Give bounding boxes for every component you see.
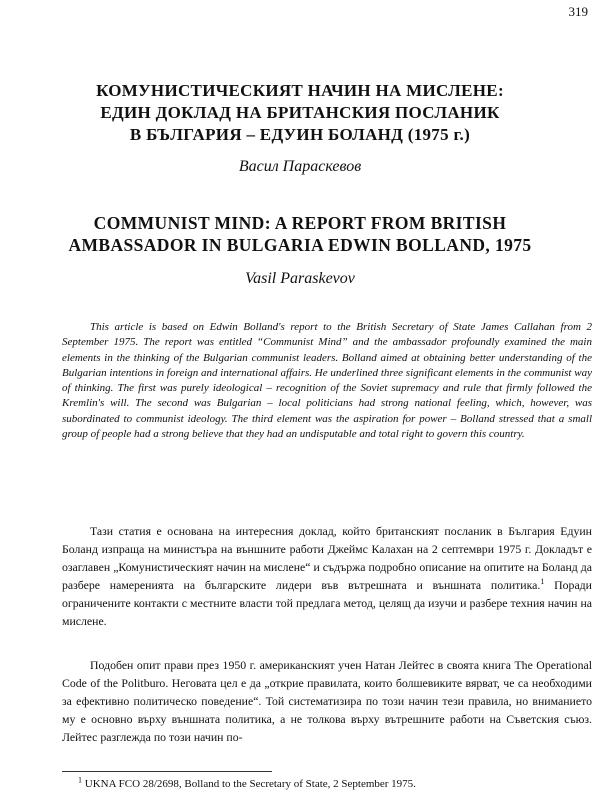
title-bg-line: ЕДИН ДОКЛАД НА БРИТАНСКИЯ ПОСЛАНИК [100,103,500,122]
body-paragraph-2: Подобен опит прави през 1950 г. американският учен Натан Лейтес в своята книга The Operational Code of the Politburo. Неговата цел е да „открие правилата, които болшевиките вярват, че са необходими за ефективно политическо поведение“. Той систематизира по този начин тези правила, но вниманието му е основно върху външната политика, а не толкова върху вътрешните работи на Съветския съюз. Лейтес разглежда по този начин по- [62,658,592,744]
paragraph-1-text-a: Тази статия е основана на интересния доклад, който британският посланик в България Едуин Боланд изпраща на министъра на външните работи Джеймс Калахан на 2 септември 1975 г. Докладът е озаглавен „Комунистическият начин на мислене“ и съдържа подробно описание на опитите на Боланд да разбере намеренията на българските лидери във вътрешната и външната политика. [62,524,592,592]
title-bg-line: В БЪЛГАРИЯ – ЕДУИН БОЛАНД (1975 г.) [129,125,471,144]
author-english: Vasil Paraskevov [245,270,355,287]
abstract: This article is based on Edwin Bolland's report to the British Secretary of State James Callahan from 2 September 1975. The report was entitled “Communist Mind” and the ambassador profoundly examined the main elements in the thinking of the Bulgarian communist leaders. Bolland aimed at obtaining better understanding of the Bulgarian intentions in foreign and international affairs. He underlined three significant elements in the communist way of thinking. The first was purely ideological – recognition of the Soviet supremacy and rule that firmly followed the Kremlin's will. The second was Bulgarian – local politicians had strong national feeling, which, however, was subordinated to communist ideology. The third element was the aspiration for power – Bolland stressed that a small group of people had a strong believe that they had an undisputable and total right to govern this country. [62,321,592,441]
footnote-text: UKNA FCO 28/2698, Bolland to the Secretary of State, 2 September 1975. [84,778,416,790]
title-bg-line: КОМУНИСТИЧЕСКИЯТ НАЧИН НА МИСЛЕНЕ: [96,81,504,100]
paragraph-1-text-b: Поради ограничените контакти с местните власти той предлага метод, целящ да изучи и разбере техния начин на мислене. [62,578,592,628]
footnote-divider [62,771,272,772]
title-english [0,212,600,256]
title-bulgarian [0,80,600,146]
title-en-line: AMBASSADOR IN BULGARIA EDWIN BOLLAND, 1975 [68,235,532,255]
page-number: 319 [568,4,588,19]
body-paragraph-1 [62,522,592,630]
footnote [78,775,416,790]
footnote-reference[interactable]: 1 [540,577,545,587]
author-bulgarian: Васил Параскевов [238,158,362,175]
footnote-number: 1 [78,775,82,785]
title-en-line: COMMUNIST MIND: A REPORT FROM BRITISH [93,213,507,233]
